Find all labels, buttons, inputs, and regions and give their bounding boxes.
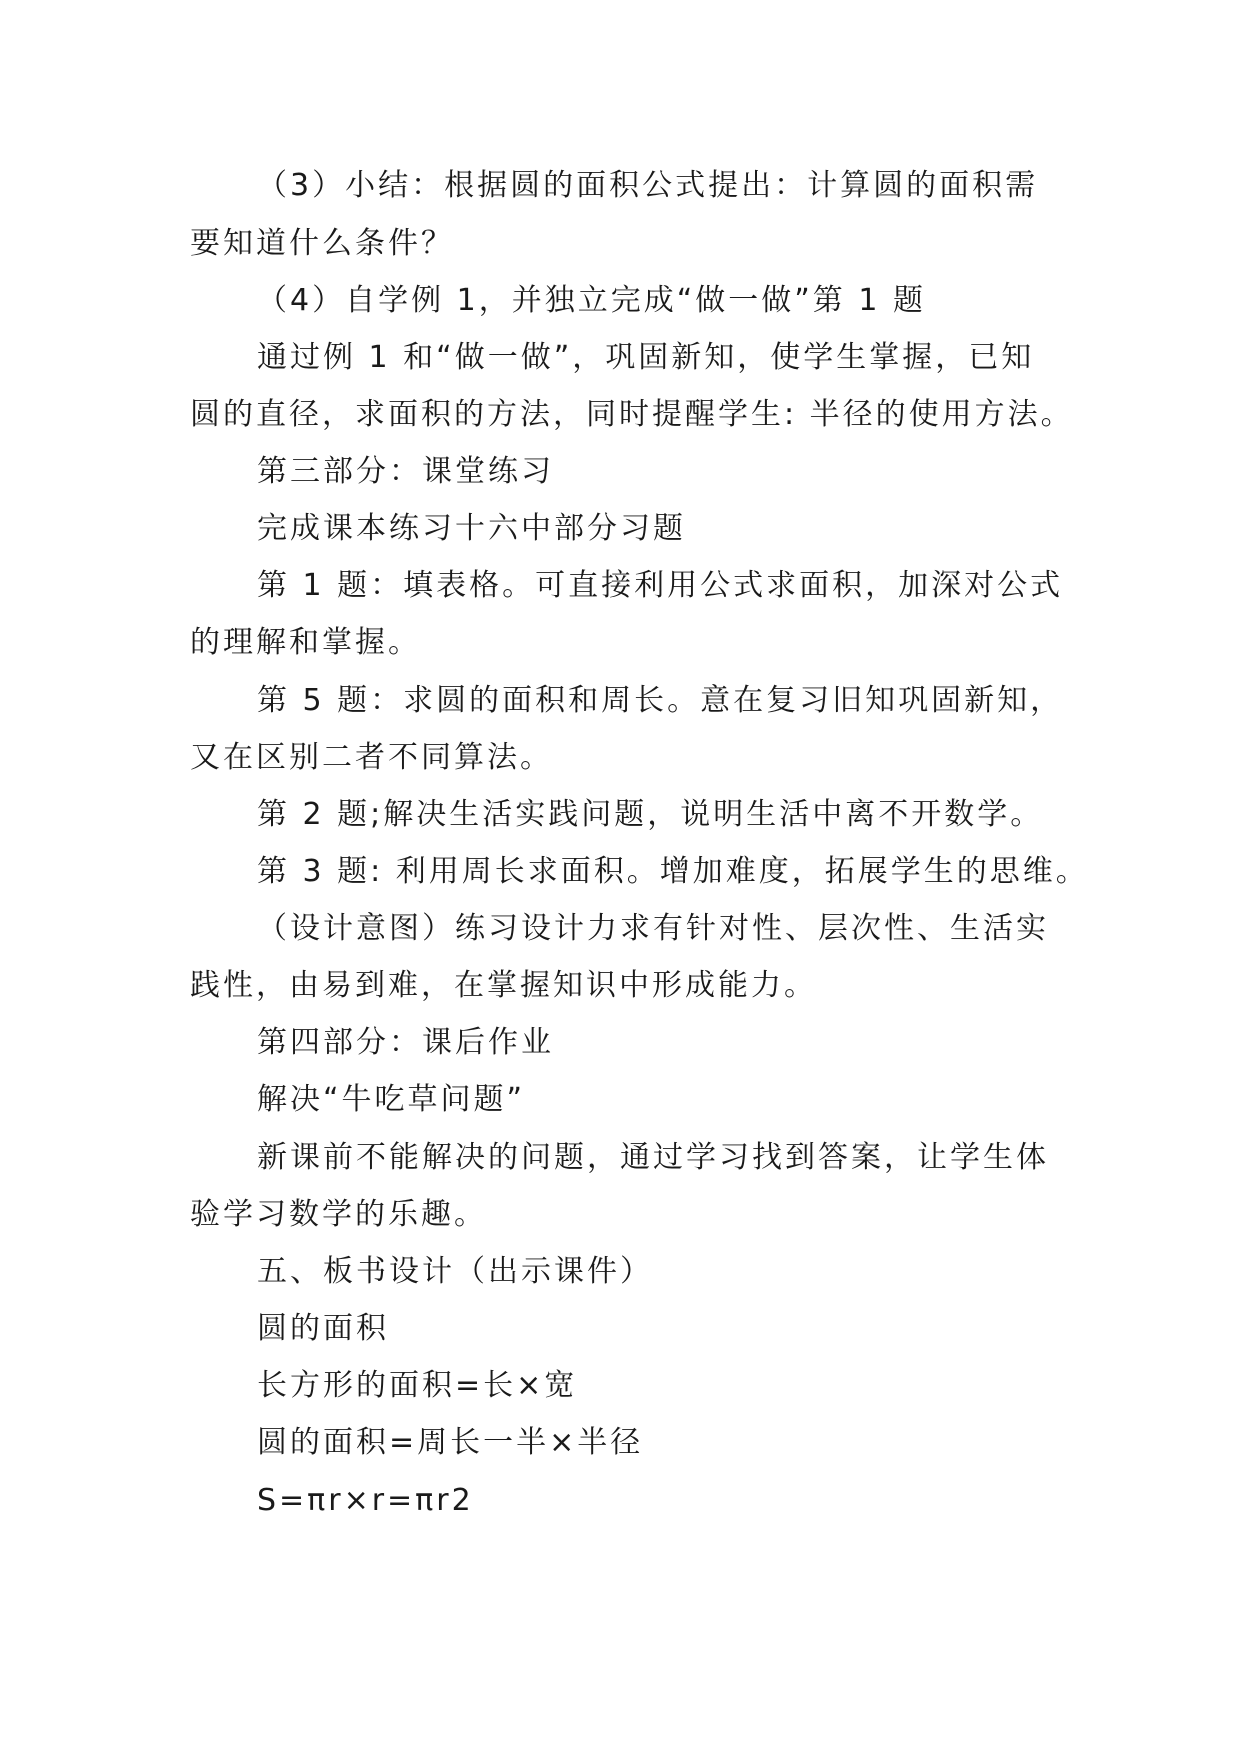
paragraph-line: （设计意图）练习设计力求有针对性、层次性、生活实 xyxy=(257,911,1049,946)
section-heading: 第三部分：课堂练习 xyxy=(257,454,554,489)
paragraph-line: 第 1 题：填表格。可直接利用公式求面积，加深对公式 xyxy=(257,568,1064,603)
board-title: 圆的面积 xyxy=(257,1311,389,1346)
paragraph-line: 第 3 题: 利用周长求面积。增加难度，拓展学生的思维。 xyxy=(257,854,1089,889)
formula-line: 长方形的面积=长×宽 xyxy=(257,1368,578,1403)
paragraph-line: 解决“牛吃草问题” xyxy=(257,1082,526,1117)
paragraph-line: 圆的直径，求面积的方法，同时提醒学生: 半径的使用方法。 xyxy=(190,397,1074,432)
paragraph-line: 新课前不能解决的问题，通过学习找到答案，让学生体 xyxy=(257,1140,1049,1175)
paragraph-line: 验学习数学的乐趣。 xyxy=(190,1197,487,1232)
section-heading: 五、板书设计（出示课件） xyxy=(257,1254,653,1289)
paragraph-line: 要知道什么条件？ xyxy=(190,226,454,261)
paragraph-line: 第 2 题;解决生活实践问题，说明生活中离不开数学。 xyxy=(257,797,1044,832)
paragraph-line: （3）小结：根据圆的面积公式提出：计算圆的面积需 xyxy=(257,168,1039,203)
paragraph-line: 的理解和掌握。 xyxy=(190,625,421,660)
formula-line: S=πr×r=πr2 xyxy=(257,1483,474,1518)
paragraph-line: 第 5 题：求圆的面积和周长。意在复习旧知巩固新知， xyxy=(257,683,1064,718)
paragraph-line: 通过例 1 和“做一做”，巩固新知，使学生掌握，已知 xyxy=(257,340,1035,375)
section-heading: 第四部分：课后作业 xyxy=(257,1025,554,1060)
paragraph-line: 完成课本练习十六中部分习题 xyxy=(257,511,686,546)
paragraph-line: （4）自学例 1，并独立完成“做一做”第 1 题 xyxy=(257,283,926,318)
formula-line: 圆的面积=周长一半×半径 xyxy=(257,1425,644,1460)
paragraph-line: 践性，由易到难，在掌握知识中形成能力。 xyxy=(190,968,817,1003)
paragraph-line: 又在区别二者不同算法。 xyxy=(190,740,553,775)
